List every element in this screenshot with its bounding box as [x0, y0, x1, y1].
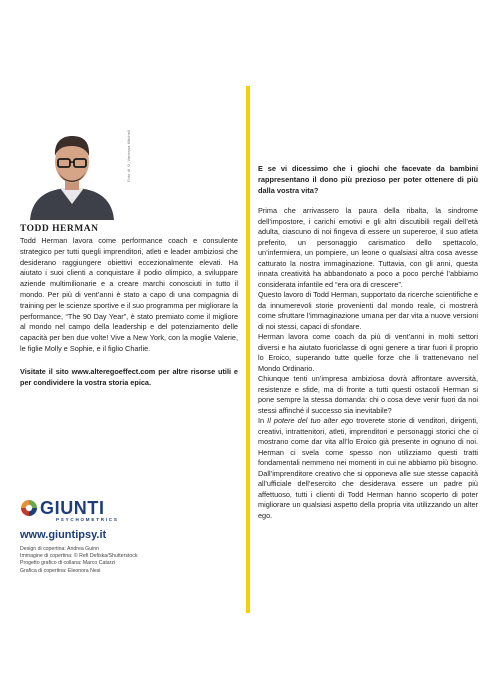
blurb-paragraph: Chiunque tenti un’impresa ambiziosa dovrà affrontare avversità, resistenze e sfide, ma di fronte a tutti questi ostacoli Herman si pone sempre la stessa domanda: chi o cosa deve venir fuori da noi stessi affinché il successo sia inevitabile? — [258, 374, 478, 415]
logo-subtitle: PSYCHOMETRICS — [56, 517, 119, 522]
logo-wordmark: GIUNTI — [40, 498, 105, 518]
blurb-paragraph: Herman lavora come coach da più di vent’anni in molti settori diversi e ha aiutato fuoriclasse di ogni genere a tirar fuori il proprio lo Eroico, superando tutte quelle forze che li trattenevano nel Mondo Ordinario. — [258, 332, 478, 373]
blurb-paragraph — [258, 416, 478, 521]
blurb-text: troverete storie di venditori, dirigenti, creativi, intrattenitori, atleti, imprenditori e personaggi storici che ci mostrano come dar vita all’lo Eroico già presente in ognuno di noi. Herman ci svela come spesso non utilizziamo questi tratti fondamentali nemmeno nei momenti in cui ne abbiamo più bisogno. Dall’imprenditore creativo che si opponeva alle sue stesse capacità all’ufficiale dell’esercito che desiderava essere un padre più affettuoso, tutti i clienti di Todd Herman hanno scoperto di poter migliorare un qualsiasi aspetto della propria vita utilizzando un alter ego. — [258, 416, 478, 520]
photo-credit: Foto di © Vanessa Mitchell — [126, 130, 131, 182]
blurb-text: In — [258, 416, 268, 426]
website-cta: Visitate il sito www.alteregoeffect.com per altre risorse utili e per condividere la vostra storia epica. — [20, 366, 238, 387]
blurb-section — [258, 164, 478, 521]
author-bio: Todd Herman lavora come performance coach e consulente strategico per tutti quegli imprenditori, atleti e leader ambiziosi che desiderano raggiungere obiettivi eccezionalmente elevati. Ha aiutato i suoi clienti a conquistare il podio olimpico, a sviluppare aziende multimilionarie e a creare marchi conosciuti in tutto il mondo. Per più di vent’anni è stato a capo di una compagnia di training per le scienze sportive e il suo programma per migliorare la performance, “The 90 Day Year”, è stato premiato come il migliore al mondo nel campo della leadership e del potenziamento delle capacità per ben due volte! Vive a New York, con la moglie Valerie, le figlie Molly e Sophie, e il figlio Charlie. — [20, 236, 238, 353]
publisher-website[interactable]: www.giuntipsy.it — [20, 529, 107, 541]
author-name: TODD HERMAN — [20, 224, 99, 234]
blurb-paragraph: Questo lavoro di Todd Herman, supportato da ricerche scientifiche e da innumerevoli storie provenienti dal mondo reale, ci mostrerà come sfruttare l’immaginazione umana per dar vita a nuove versioni di noi stessi, capaci di sfondare. — [258, 290, 478, 331]
credit-line: Progetto grafico di collana: Marco Catarzi — [20, 560, 116, 567]
credit-line: Design di copertina: Andrea Guinn — [20, 546, 100, 552]
author-photo — [20, 126, 131, 220]
giunti-logo-icon — [20, 499, 38, 517]
publisher-logo — [20, 498, 119, 522]
design-credits — [20, 546, 137, 575]
author-section — [20, 126, 238, 396]
credit-line: Grafica di copertina: Eleonora Nesi — [20, 567, 101, 574]
blurb-hook: E se vi dicessimo che i giochi che facevate da bambini rappresentano il dono più prezioso per poter ottenere di più dalla vostra vita? — [258, 164, 478, 195]
book-title: Il potere del tuo alter ego — [267, 416, 354, 426]
author-portrait-image — [20, 126, 124, 220]
blurb-paragraph: Prima che arrivassero la paura della ribalta, la sindrome dell’impostore, i carichi emotivi e gli altri discutibili regali dell’età adulta, ciascuno di noi fingeva di essere un supereroe, il suo atleta preferito, un personaggio carismatico dello spettacolo, un’infermiera, un pompiere, un leone o qualsiasi altra cosa avesse catturato la nostra immaginazione. Tuttavia, con gli anni, questa innata creatività ha abbandonato a poco a poco perché l’abbiamo considerata infantile ed “era ora di crescere”. — [258, 206, 478, 289]
yellow-accent-bar — [246, 86, 250, 613]
credit-line: Immagine di copertina: © Refi Defiska/Shutterstock — [20, 553, 138, 560]
